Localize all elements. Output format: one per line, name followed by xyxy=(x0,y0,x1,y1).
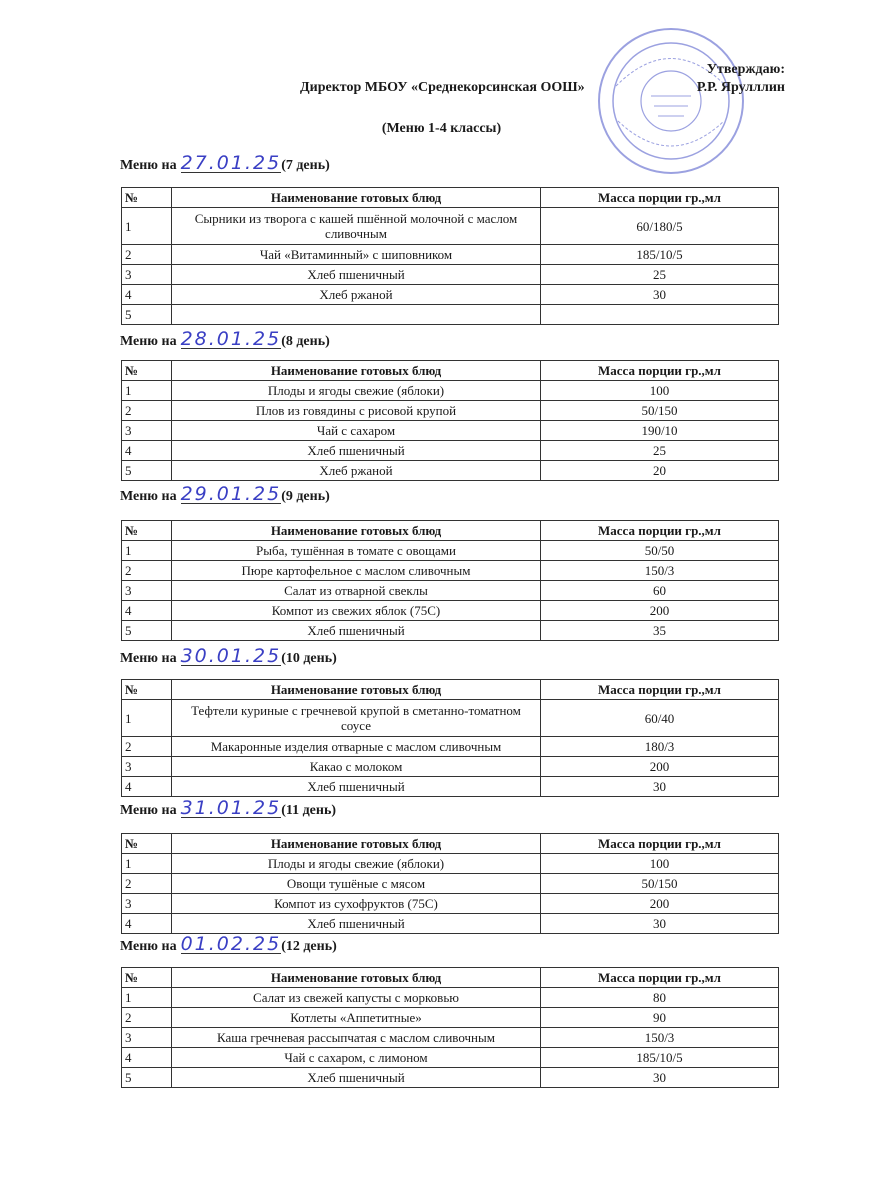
menu-prefix: Меню на xyxy=(120,489,177,504)
row-mass: 90 xyxy=(541,1008,779,1028)
table-row xyxy=(122,737,779,757)
menu-date: 29.01.25 xyxy=(180,483,282,505)
row-mass: 200 xyxy=(541,757,779,777)
col-mass: Масса порции гр.,мл xyxy=(541,521,779,541)
row-num: 4 xyxy=(122,601,172,621)
row-num: 1 xyxy=(122,381,172,401)
table-row xyxy=(122,1028,779,1048)
menu-heading xyxy=(120,797,337,819)
table-row xyxy=(122,208,779,245)
row-num: 2 xyxy=(122,245,172,265)
signer-name: Р.Р. Ярулллин xyxy=(696,80,785,95)
row-mass: 20 xyxy=(541,461,779,481)
row-mass: 60/180/5 xyxy=(541,208,779,245)
table-row xyxy=(122,757,779,777)
col-name: Наименование готовых блюд xyxy=(172,361,541,381)
table-header xyxy=(122,521,779,541)
col-num: № xyxy=(122,361,172,381)
col-num: № xyxy=(122,834,172,854)
table-row xyxy=(122,265,779,285)
row-num: 1 xyxy=(122,854,172,874)
school-stamp xyxy=(596,26,746,176)
col-name: Наименование готовых блюд xyxy=(172,680,541,700)
row-num: 3 xyxy=(122,265,172,285)
row-name: Плоды и ягоды свежие (яблоки) xyxy=(172,381,541,401)
table-row xyxy=(122,401,779,421)
row-num: 5 xyxy=(122,305,172,325)
col-mass: Масса порции гр.,мл xyxy=(541,188,779,208)
menu-date: 27.01.25 xyxy=(180,152,282,174)
menu-day: (7 день) xyxy=(281,158,330,173)
row-name: Чай с сахаром xyxy=(172,421,541,441)
table-row xyxy=(122,1048,779,1068)
menu-date: 31.01.25 xyxy=(180,797,282,819)
col-mass: Масса порции гр.,мл xyxy=(541,968,779,988)
row-mass: 80 xyxy=(541,988,779,1008)
menu-heading xyxy=(120,328,330,350)
table-row xyxy=(122,1008,779,1028)
row-mass: 180/3 xyxy=(541,737,779,757)
row-num: 1 xyxy=(122,208,172,245)
row-mass: 25 xyxy=(541,441,779,461)
menu-day: (10 день) xyxy=(281,651,337,666)
table-row xyxy=(122,777,779,797)
row-mass: 150/3 xyxy=(541,1028,779,1048)
row-mass: 60/40 xyxy=(541,700,779,737)
table-row xyxy=(122,874,779,894)
table-row xyxy=(122,541,779,561)
row-name: Плоды и ягоды свежие (яблоки) xyxy=(172,854,541,874)
table-row xyxy=(122,988,779,1008)
row-name: Сырники из творога с кашей пшённой молочной с маслом сливочным xyxy=(172,208,541,245)
row-mass: 25 xyxy=(541,265,779,285)
approve-label: Утверждаю: xyxy=(706,62,785,77)
row-mass: 100 xyxy=(541,854,779,874)
row-name: Компот из свежих яблок (75С) xyxy=(172,601,541,621)
menu-heading xyxy=(120,483,330,505)
row-mass: 30 xyxy=(541,285,779,305)
menu-prefix: Меню на xyxy=(120,158,177,173)
table-row xyxy=(122,245,779,265)
menu-table xyxy=(121,360,779,481)
table-header xyxy=(122,834,779,854)
row-name: Хлеб ржаной xyxy=(172,461,541,481)
col-num: № xyxy=(122,680,172,700)
col-num: № xyxy=(122,188,172,208)
row-num: 2 xyxy=(122,561,172,581)
row-num: 4 xyxy=(122,285,172,305)
menu-date: 28.01.25 xyxy=(180,328,282,350)
row-num: 2 xyxy=(122,1008,172,1028)
row-name: Компот из сухофруктов (75С) xyxy=(172,894,541,914)
row-name xyxy=(172,305,541,325)
table-row xyxy=(122,894,779,914)
row-name: Котлеты «Аппетитные» xyxy=(172,1008,541,1028)
row-num: 2 xyxy=(122,401,172,421)
row-name: Каша гречневая рассыпчатая с маслом сливочным xyxy=(172,1028,541,1048)
row-mass: 60 xyxy=(541,581,779,601)
row-mass: 100 xyxy=(541,381,779,401)
row-name: Макаронные изделия отварные с маслом сливочным xyxy=(172,737,541,757)
row-mass: 30 xyxy=(541,914,779,934)
row-name: Хлеб пшеничный xyxy=(172,621,541,641)
row-name: Плов из говядины с рисовой крупой xyxy=(172,401,541,421)
table-row xyxy=(122,461,779,481)
row-num: 3 xyxy=(122,894,172,914)
row-name: Чай «Витаминный» с шиповником xyxy=(172,245,541,265)
row-num: 3 xyxy=(122,421,172,441)
table-header xyxy=(122,680,779,700)
row-num: 1 xyxy=(122,988,172,1008)
menu-date: 01.02.25 xyxy=(180,933,282,955)
row-name: Салат из отварной свеклы xyxy=(172,581,541,601)
col-num: № xyxy=(122,968,172,988)
menu-prefix: Меню на xyxy=(120,803,177,818)
row-name: Хлеб пшеничный xyxy=(172,914,541,934)
row-name: Хлеб пшеничный xyxy=(172,265,541,285)
row-mass: 50/50 xyxy=(541,541,779,561)
table-row xyxy=(122,285,779,305)
row-name: Хлеб ржаной xyxy=(172,285,541,305)
row-mass: 30 xyxy=(541,1068,779,1088)
row-mass: 50/150 xyxy=(541,401,779,421)
row-name: Чай с сахаром, с лимоном xyxy=(172,1048,541,1068)
menu-prefix: Меню на xyxy=(120,334,177,349)
col-name: Наименование готовых блюд xyxy=(172,968,541,988)
menu-heading xyxy=(120,645,337,667)
menu-table xyxy=(121,679,779,797)
table-row xyxy=(122,381,779,401)
row-mass: 35 xyxy=(541,621,779,641)
row-mass: 200 xyxy=(541,601,779,621)
row-num: 3 xyxy=(122,581,172,601)
menu-day: (9 день) xyxy=(281,489,330,504)
row-num: 4 xyxy=(122,441,172,461)
col-name: Наименование готовых блюд xyxy=(172,834,541,854)
row-mass: 190/10 xyxy=(541,421,779,441)
row-name: Какао с молоком xyxy=(172,757,541,777)
table-row xyxy=(122,305,779,325)
menu-day: (11 день) xyxy=(281,803,337,818)
table-row xyxy=(122,1068,779,1088)
menu-date: 30.01.25 xyxy=(180,645,282,667)
menu-day: (8 день) xyxy=(281,334,330,349)
row-num: 3 xyxy=(122,757,172,777)
row-name: Рыба, тушённая в томате с овощами xyxy=(172,541,541,561)
col-mass: Масса порции гр.,мл xyxy=(541,834,779,854)
table-header xyxy=(122,188,779,208)
table-header xyxy=(122,361,779,381)
row-mass: 50/150 xyxy=(541,874,779,894)
row-name: Овощи тушёные с мясом xyxy=(172,874,541,894)
table-row xyxy=(122,854,779,874)
director-title: Директор МБОУ «Среднекорсинская ООШ» xyxy=(300,80,585,95)
row-num: 4 xyxy=(122,914,172,934)
row-num: 5 xyxy=(122,1068,172,1088)
row-num: 5 xyxy=(122,461,172,481)
row-mass xyxy=(541,305,779,325)
row-mass: 185/10/5 xyxy=(541,245,779,265)
row-mass: 30 xyxy=(541,777,779,797)
table-row xyxy=(122,561,779,581)
col-mass: Масса порции гр.,мл xyxy=(541,361,779,381)
table-row xyxy=(122,421,779,441)
row-num: 2 xyxy=(122,874,172,894)
row-name: Хлеб пшеничный xyxy=(172,441,541,461)
row-mass: 150/3 xyxy=(541,561,779,581)
row-name: Пюре картофельное с маслом сливочным xyxy=(172,561,541,581)
table-row xyxy=(122,601,779,621)
page-subtitle: (Меню 1-4 классы) xyxy=(381,121,502,136)
row-name: Тефтели куриные с гречневой крупой в сметанно-томатном соусе xyxy=(172,700,541,737)
menu-table xyxy=(121,833,779,934)
row-num: 4 xyxy=(122,1048,172,1068)
row-mass: 200 xyxy=(541,894,779,914)
menu-prefix: Меню на xyxy=(120,939,177,954)
row-num: 1 xyxy=(122,541,172,561)
table-row xyxy=(122,914,779,934)
row-num: 1 xyxy=(122,700,172,737)
table-row xyxy=(122,441,779,461)
menu-table xyxy=(121,967,779,1088)
approval-block xyxy=(560,62,785,96)
row-num: 4 xyxy=(122,777,172,797)
menu-heading xyxy=(120,933,337,955)
row-name: Салат из свежей капусты с морковью xyxy=(172,988,541,1008)
col-name: Наименование готовых блюд xyxy=(172,521,541,541)
row-name: Хлеб пшеничный xyxy=(172,777,541,797)
menu-table xyxy=(121,520,779,641)
table-row xyxy=(122,581,779,601)
col-mass: Масса порции гр.,мл xyxy=(541,680,779,700)
row-num: 2 xyxy=(122,737,172,757)
menu-day: (12 день) xyxy=(281,939,337,954)
menu-heading xyxy=(120,152,330,174)
menu-prefix: Меню на xyxy=(120,651,177,666)
table-header xyxy=(122,968,779,988)
row-mass: 185/10/5 xyxy=(541,1048,779,1068)
col-name: Наименование готовых блюд xyxy=(172,188,541,208)
row-num: 5 xyxy=(122,621,172,641)
row-name: Хлеб пшеничный xyxy=(172,1068,541,1088)
table-row xyxy=(122,621,779,641)
menu-table xyxy=(121,187,779,325)
table-row xyxy=(122,700,779,737)
row-num: 3 xyxy=(122,1028,172,1048)
col-num: № xyxy=(122,521,172,541)
